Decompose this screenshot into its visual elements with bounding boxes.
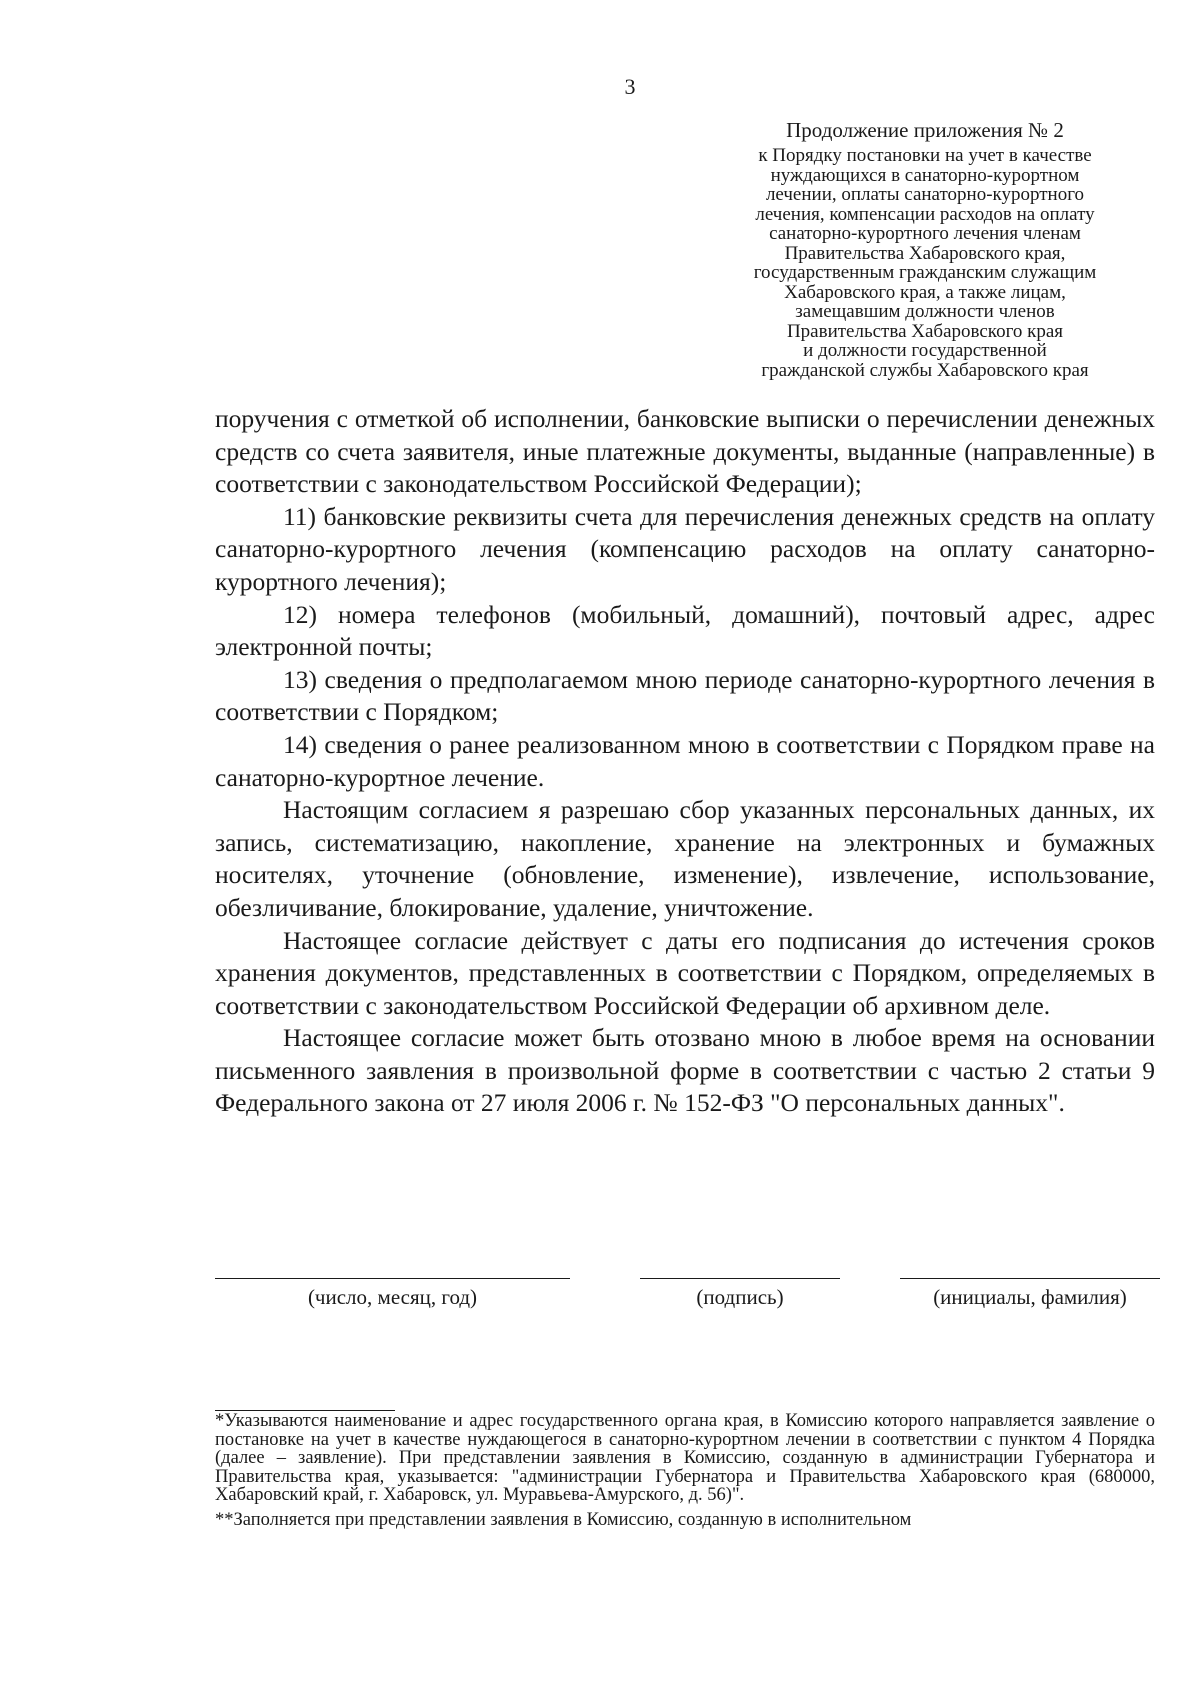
signature-field (640, 1278, 840, 1310)
appendix-line: Хабаровского края, а также лицам, (784, 281, 1066, 303)
paragraph-item-14: 14) сведения о ранее реализованном мною в соответствии с Порядком праве на санаторно-курортное лечение. (215, 729, 1155, 792)
name-caption: (инициалы, фамилия) (933, 1285, 1127, 1309)
paragraph-item-13: 13) сведения о предполагаемом мною периоде санаторно-курортного лечения в соответствии с Порядком; (215, 664, 1155, 727)
body-text (215, 403, 1155, 1120)
appendix-line: государственным гражданским служащим (753, 262, 1097, 283)
paragraph-item-11: 11) банковские реквизиты счета для перечисления денежных средств на оплату санаторно-курортного лечения (компенсацию расходов на оплату санаторно-курортного лечения); (215, 501, 1155, 596)
footnote-1: *Указываются наименование и адрес государственного органа края, в Комиссию которого направляется заявление о постановке на учет в качестве нуждающегося в санаторно-курортном лечении в соответствии с пунктом 4 Порядка (далее – заявление). При представлении заявления в Комиссию, созданную в администрации Губернатора и Правительства края, указывается: "администрации Губернатора и Правительства Хабаровского края (680000, Хабаровский край, г. Хабаровск, ул. Муравьева-Амурского, д. 56)". (215, 1411, 1155, 1505)
appendix-line: лечении, оплаты санаторно-курортного (765, 184, 1085, 205)
appendix-line: нуждающихся в санаторно-курортном (770, 164, 1080, 186)
appendix-line: санаторно-курортного лечения членам (769, 223, 1081, 244)
signature-caption: (подпись) (696, 1285, 784, 1309)
signature-block (0, 1278, 1200, 1338)
appendix-line: и должности государственной (803, 340, 1047, 361)
footnotes (215, 1412, 1155, 1535)
appendix-line: Правительства Хабаровского края (786, 320, 1064, 342)
paragraph-consent-revocation: Настоящее согласие может быть отозвано мною в любое время на основании письменного заявления в произвольной форме в соответствии с частью 2 статьи 9 Федерального закона от 27 июля 2006 г. № 152-ФЗ "О персональных данных". (215, 1023, 1155, 1118)
date-field (215, 1278, 570, 1310)
signature-line (640, 1278, 840, 1279)
paragraph-item-12: 12) номера телефонов (мобильный, домашний), почтовый адрес, адрес электронной почты; (215, 599, 1155, 662)
appendix-line: к Порядку постановки на учет в качестве (758, 145, 1092, 166)
paragraph-consent-scope: Настоящим согласием я разрешаю сбор указанных персональных данных, их запись, систематизацию, накопление, хранение на электронных и бумажных носителях, уточнение (обновление, изменение), извлечение, использование, обезличивание, блокирование, удаление, уничтожение. (215, 795, 1155, 922)
appendix-line: лечения, компенсации расходов на оплату (755, 203, 1095, 225)
name-field (900, 1278, 1160, 1310)
appendix-line: гражданской службы Хабаровского края (761, 359, 1089, 381)
date-line (215, 1278, 570, 1279)
appendix-title: Продолжение приложения № 2 (786, 118, 1064, 142)
name-line (900, 1278, 1160, 1279)
paragraph-consent-term: Настоящее согласие действует с даты его подписания до истечения сроков хранения документов, представленных в соответствии с Порядком, определяемых в соответствии с законодательством Российской Федерации об архивном деле. (215, 925, 1155, 1020)
appendix-header (695, 118, 1155, 380)
appendix-line: Правительства Хабаровского края, (784, 242, 1066, 264)
appendix-line: замещавшим должности членов (795, 301, 1055, 322)
date-caption: (число, месяц, год) (307, 1285, 478, 1309)
page-number: 3 (624, 74, 636, 99)
footnote-2: **Заполняется при представлении заявления в Комиссию, созданную в исполнительном (215, 1509, 912, 1530)
paragraph-continuation: поручения с отметкой об исполнении, банковские выписки о перечислении денежных средств со счета заявителя, иные платежные документы, выданные (направленные) в соответствии с законодательством Российской Федерации); (215, 404, 1155, 499)
